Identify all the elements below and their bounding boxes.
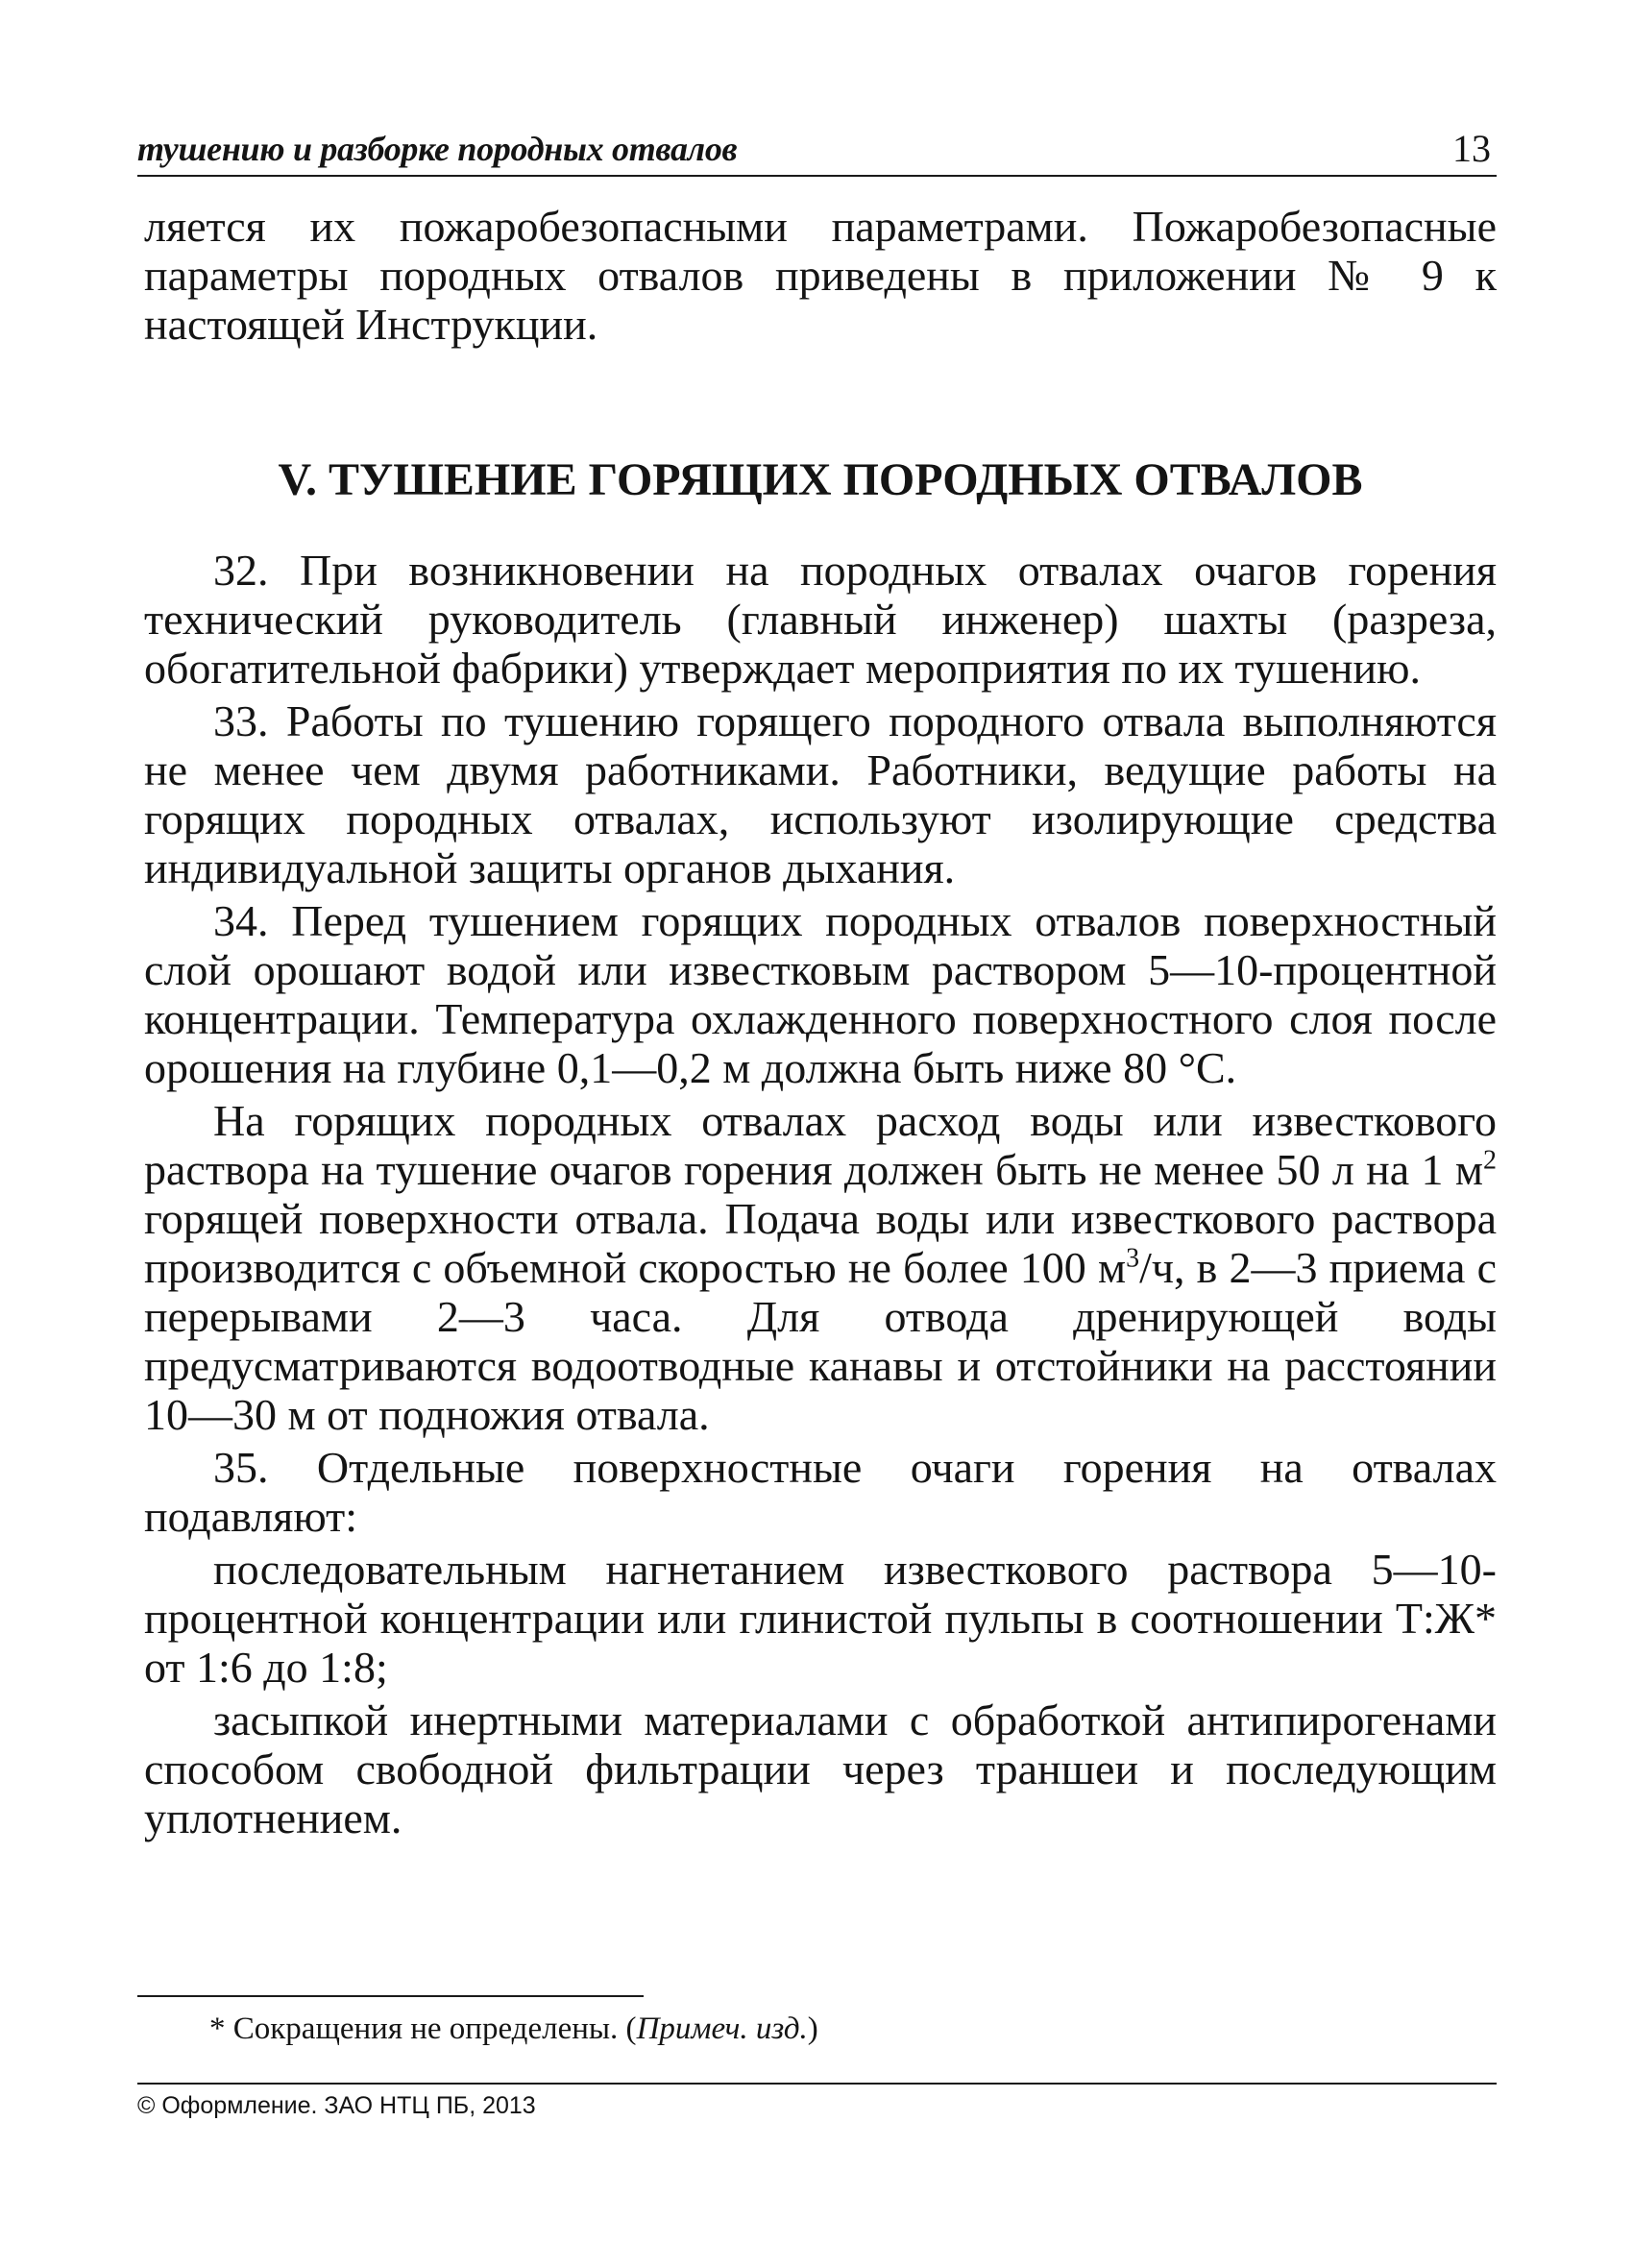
paragraph-34: 34. Перед тушением горящих породных отвалов поверхностный слой орошают водой или известковым раствором 5—10-процентной концентрации. Температура охлажденного поверхностного слоя после орошения на глубине 0,1—0,2 м должна быть ниже 80 °С. (144, 896, 1497, 1092)
footnote-divider (137, 1995, 644, 1997)
footnote-text: * Сокращения не определены. ( (209, 2012, 637, 2046)
copyright-notice: © Оформление. ЗАО НТЦ ПБ, 2013 (137, 2092, 536, 2119)
section-heading: V. ТУШЕНИЕ ГОРЯЩИХ ПОРОДНЫХ ОТВАЛОВ (278, 454, 1363, 505)
superscript: 3 (1126, 1243, 1140, 1274)
continuation-paragraph: ляется их пожаробезопасными параметрами. Пожаробезопасные параметры породных отвалов приведены в приложении № 9 к настоящей Инструкции. (144, 202, 1497, 349)
continuation-block (144, 202, 1497, 349)
paragraph-35: 35. Отдельные поверхностные очаги горения на отвалах подавляют: (144, 1443, 1497, 1541)
page-number: 13 (1452, 127, 1491, 170)
footnote-note: Примеч. изд. (636, 2012, 808, 2046)
running-header (137, 125, 1497, 177)
bottom-divider (137, 2083, 1497, 2085)
footnote-close: ) (807, 2012, 818, 2046)
section-body (144, 546, 1497, 1842)
text-fragment: На горящих породных отвалах расход воды или известкового раствора на тушение очагов горения должен быть не менее 50 л на 1 м (144, 1096, 1497, 1194)
running-title: тушению и разборке породных отвалов (137, 130, 738, 168)
text-fragment: /ч, в 2—3 приема с перерывами 2—3 часа. Для отвода дренирующей воды предусматриваются водоотводные канавы и отстойники на расстоянии 10—30 м от подножия отвала. (144, 1243, 1498, 1439)
paragraph-32: 32. При возникновении на породных отвалах очагов горения технический руководитель (главный инженер) шахты (разреза, обогатительной фабрики) утверждает мероприятия по их тушению. (144, 546, 1497, 693)
superscript: 2 (1483, 1145, 1497, 1176)
text-fragment: горящей поверхности отвала. Подача воды или известкового раствора производится с объемной скоростью не более 100 м (144, 1194, 1497, 1292)
paragraph-33: 33. Работы по тушению горящего породного отвала выполняются не менее чем двумя работниками. Работники, ведущие работы на горящих породных отвалах, используют изолирующие средства индивидуальной защиты органов дыхания. (144, 696, 1497, 892)
footnote (209, 2010, 818, 2048)
paragraph-35-item-b: засыпкой инертными материалами с обработкой антипирогенами способом свободной фильтрации через траншеи и последующим уплотнением. (144, 1695, 1497, 1842)
paragraph-35-item-a: последовательным нагнетанием известкового раствора 5—10-процентной концентрации или глинистой пульпы в соотношении Т:Ж* от 1:6 до 1:8; (144, 1545, 1497, 1692)
paragraph-34-water-rate (144, 1096, 1497, 1439)
